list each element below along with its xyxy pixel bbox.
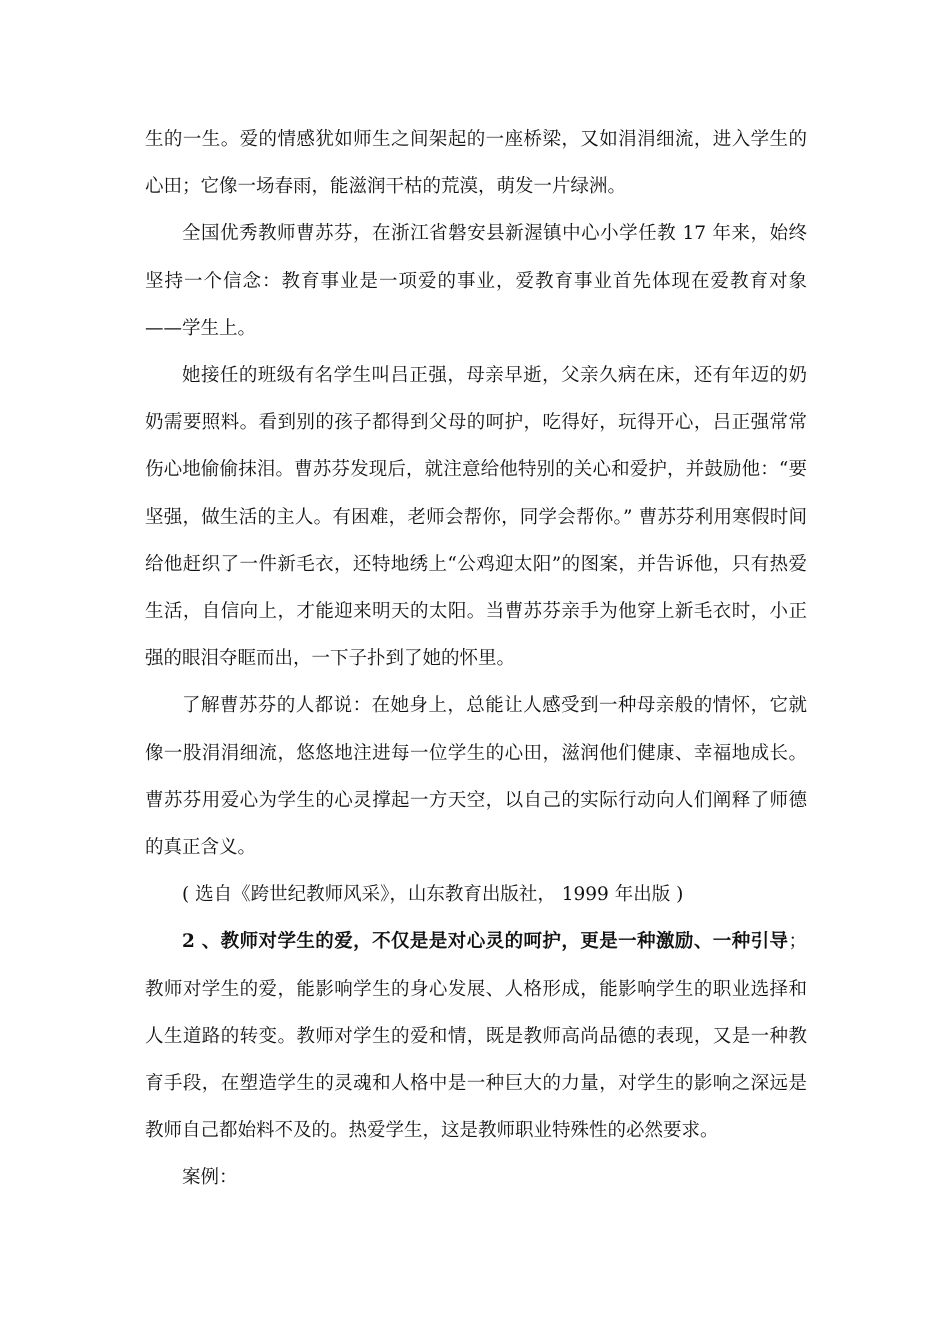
paragraph-continuation: 生的一生。爱的情感犹如师生之间架起的一座桥梁，又如涓涓细流，进入学生的心田；它像一场春雨，能滋润干枯的荒漠，萌发一片绿洲。 xyxy=(145,129,807,198)
paragraph-source-citation: ( 选自《跨世纪教师风采》，山东教育出版社， 1999 年出版 ) xyxy=(182,884,684,906)
paragraph-cao-sufen-intro: 全国优秀教师曹苏芬，在浙江省磐安县新渥镇中心小学任教 17 年来，始终坚持一个信念：教育事业是一项爱的事业，爱教育事业首先体现在爱教育对象——学生上。 xyxy=(145,223,807,339)
point-2-heading: 2 、教师对学生的爱，不仅是是对心灵的呵护，更是一种激励、一种引导 xyxy=(182,931,789,953)
case-label: 案例： xyxy=(182,1167,238,1189)
point-2-body: ；教师对学生的爱，能影响学生的身心发展、人格形成，能影响学生的职业选择和人生道路的转变。教师对学生的爱和情，既是教师高尚品德的表现，又是一种教育手段，在塑造学生的灵魂和人格中是一种巨大的力量，对学生的影响之深远是教师自己都始料不及的。热爱学生，这是教师职业特殊性的必然要求。 xyxy=(145,931,807,1142)
document-page xyxy=(145,116,807,1202)
paragraph-point-2 xyxy=(145,918,807,1154)
paragraph-lv-zhengqiang-story: 她接任的班级有名学生叫吕正强，母亲早逝，父亲久病在床，还有年迈的奶奶需要照料。看到别的孩子都得到父母的呵护，吃得好，玩得开心，吕正强常常伤心地偷偷抹泪。曹苏芬发现后，就注意给他特别的关心和爱护，并鼓励他：“要坚强，做生活的主人。有困难，老师会帮你，同学会帮你。” 曹苏芬利用寒假时间给他赶织了一件新毛衣，还特地绣上“公鸡迎太阳”的图案，并告诉他，只有热爱生活，自信向上，才能迎来明天的太阳。当曹苏芬亲手为他穿上新毛衣时，小正强的眼泪夺眶而出，一下子扑到了她的怀里。 xyxy=(145,365,807,670)
paragraph-cao-sufen-summary: 了解曹苏芬的人都说：在她身上，总能让人感受到一种母亲般的情怀，它就像一股涓涓细流，悠悠地注进每一位学生的心田，滋润他们健康、幸福地成长。曹苏芬用爱心为学生的心灵撑起一方天空，以自己的实际行动向人们阐释了师德的真正含义。 xyxy=(145,695,807,859)
